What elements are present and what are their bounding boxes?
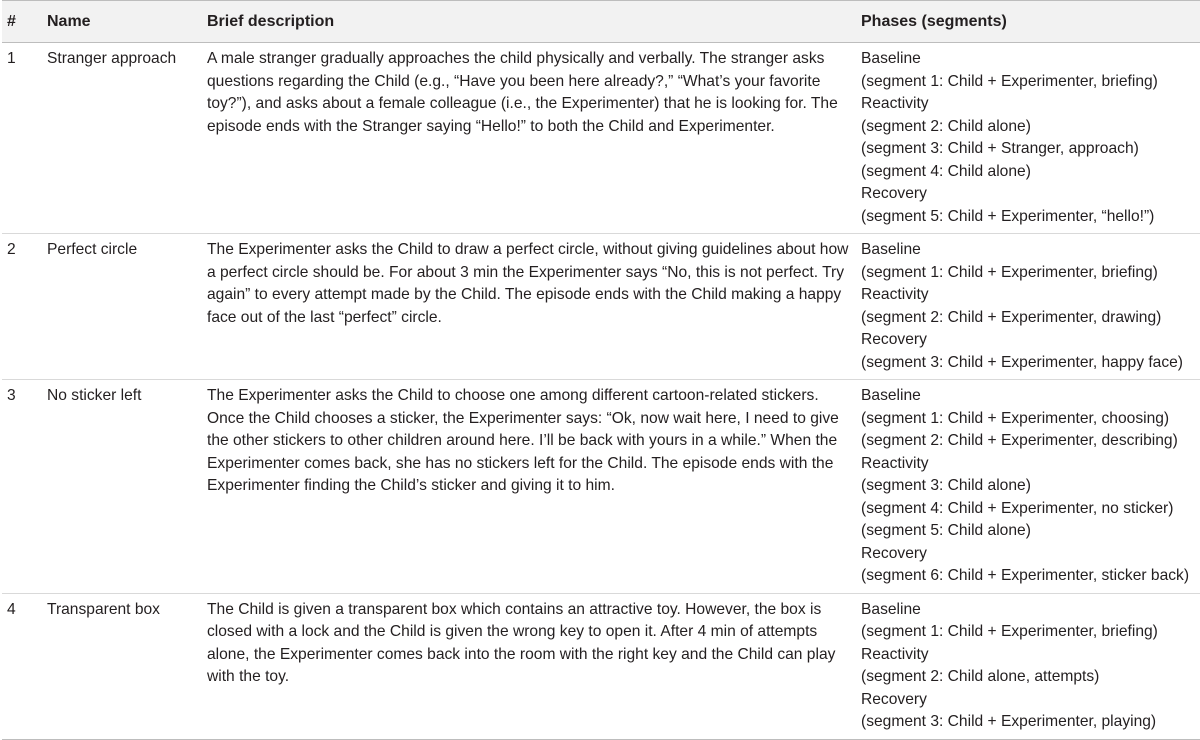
row-description: The Child is given a transparent box which contains an attractive toy. However, the box is closed with a lock and the Child is given the wrong key to open it. After 4 min of attempts alone, the Experimenter comes back into the room with the right key and the Child can play with the toy. <box>207 600 836 685</box>
table-row <box>2 593 1200 739</box>
episodes-table <box>2 0 1200 740</box>
table-row <box>2 43 1200 234</box>
row-number: 2 <box>7 241 16 258</box>
row-name: Transparent box <box>47 600 160 618</box>
row-phases <box>861 234 1200 380</box>
header-row <box>2 1 1200 43</box>
row-description: The Experimenter asks the Child to draw a perfect circle, without giving guidelines about how a perfect circle should be. For about 3 min the Experimenter says “No, this is not perfect. Try again” to every attempt made by the Child. The episode ends with the Child making a happy face out of the last “perfect” circle. <box>207 241 849 326</box>
header-phases: Phases (segments) <box>861 12 1007 30</box>
phase-line: (segment 1: Child + Experimenter, briefing) <box>861 623 1158 640</box>
phase-line: Reactivity <box>861 95 929 112</box>
phase-line: Recovery <box>861 185 927 202</box>
row-number: 1 <box>7 50 16 67</box>
row-name: No sticker left <box>47 387 142 404</box>
phase-line: (segment 2: Child alone, attempts) <box>861 668 1100 685</box>
phase-line: Recovery <box>861 690 927 708</box>
phase-line: Baseline <box>861 600 921 618</box>
phase-line: (segment 5: Child alone) <box>861 522 1031 539</box>
row-description: The Experimenter asks the Child to choose one among different cartoon-related stickers. Once the Child chooses a sticker, the Experimenter says: “Ok, now wait here, I need to give the other stickers to other children around here. I’ll be back with yours in a while.” When the Experimenter comes back, she has no stickers left for the Child. The episode ends with the Experimenter finding the Child’s sticker and giving it to him. <box>207 387 839 494</box>
phase-line: (segment 3: Child + Experimenter, playing) <box>861 713 1157 730</box>
phase-line: Reactivity <box>861 645 929 663</box>
phase-line: Recovery <box>861 331 927 348</box>
phase-line: (segment 5: Child + Experimenter, “hello!”) <box>861 207 1155 225</box>
phase-line: (segment 1: Child + Experimenter, choosing) <box>861 409 1170 427</box>
phase-line: (segment 1: Child + Experimenter, briefing) <box>861 72 1158 90</box>
row-phases <box>861 380 1200 594</box>
table-header <box>2 1 1200 43</box>
row-description: A male stranger gradually approaches the child physically and verbally. The stranger asks questions regarding the Child (e.g., “Have you been here already?,” “What’s your favorite toy?”), and asks about a female colleague (i.e., the Experimenter) that he is looking for. The episode ends with the Stranger saying “Hello!” to both the Child and Experimenter. <box>207 50 838 135</box>
phase-line: (segment 6: Child + Experimenter, sticker back) <box>861 567 1190 584</box>
phase-line: Baseline <box>861 50 921 67</box>
phase-line: Recovery <box>861 544 927 562</box>
header-number: # <box>7 12 16 30</box>
phase-line: (segment 3: Child alone) <box>861 477 1031 494</box>
phase-line: Reactivity <box>861 286 929 303</box>
phase-line: (segment 4: Child alone) <box>861 162 1031 180</box>
phase-line: (segment 2: Child alone) <box>861 117 1031 135</box>
header-name: Name <box>47 12 91 30</box>
header-description: Brief description <box>207 12 335 30</box>
row-name: Stranger approach <box>47 50 177 67</box>
phase-line: Baseline <box>861 387 921 404</box>
table-row <box>2 380 1200 594</box>
phase-line: (segment 4: Child + Experimenter, no sticker) <box>861 499 1174 517</box>
phase-line: (segment 3: Child + Experimenter, happy face) <box>861 353 1184 371</box>
phase-line: (segment 2: Child + Experimenter, drawing) <box>861 308 1162 326</box>
phase-line: (segment 2: Child + Experimenter, describing) <box>861 432 1178 449</box>
row-name: Perfect circle <box>47 241 138 258</box>
row-number: 4 <box>7 600 16 618</box>
phase-line: (segment 1: Child + Experimenter, briefing) <box>861 263 1158 281</box>
phase-line: Baseline <box>861 241 921 258</box>
table-body <box>2 43 1200 740</box>
row-number: 3 <box>7 387 16 404</box>
phase-line: (segment 3: Child + Stranger, approach) <box>861 140 1139 157</box>
phase-line: Reactivity <box>861 454 929 472</box>
table-row <box>2 234 1200 380</box>
row-phases <box>861 593 1200 739</box>
row-phases <box>861 43 1200 234</box>
